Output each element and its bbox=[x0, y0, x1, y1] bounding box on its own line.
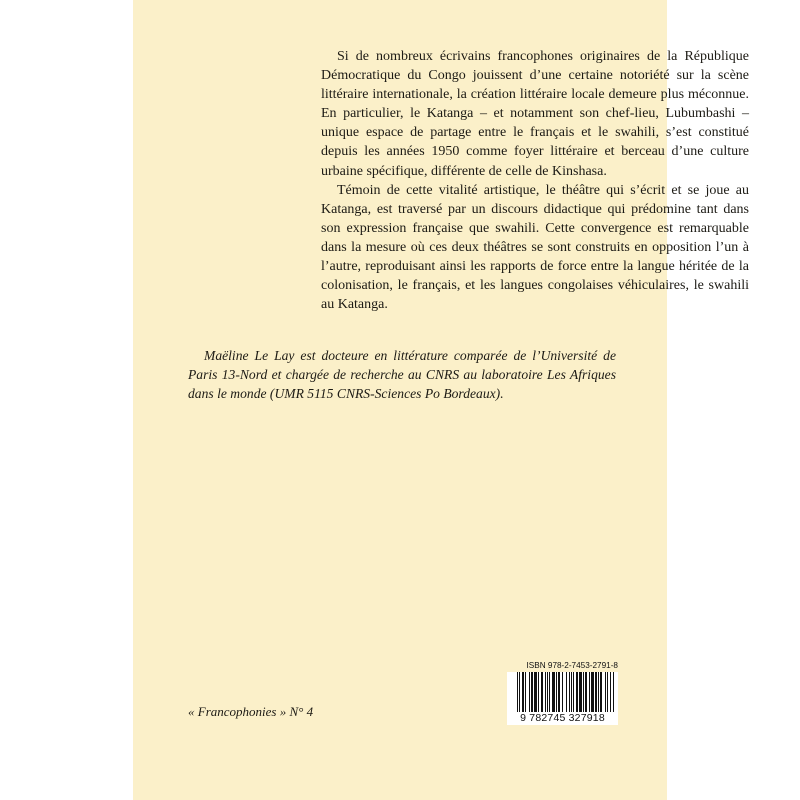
barcode-bar bbox=[569, 672, 570, 712]
barcode-bar bbox=[566, 672, 567, 712]
barcode-bar bbox=[589, 672, 590, 712]
isbn-label: ISBN 978-2-7453-2791-8 bbox=[526, 661, 618, 670]
barcode-icon bbox=[507, 672, 618, 714]
barcode-bar bbox=[607, 672, 608, 712]
barcode-bar bbox=[534, 672, 537, 712]
author-bio-text: Maëline Le Lay est docteure en littérature comparée de l’Université de Paris 13-Nord et chargée de recherche au CNRS au laboratoire Les Afriques dans le monde (UMR 5115 CNRS-Sciences Po Bordeaux). bbox=[188, 348, 616, 402]
series-label: « Francophonies » N° 4 bbox=[188, 704, 314, 719]
barcode-bar bbox=[571, 672, 572, 712]
barcode-bar bbox=[519, 672, 520, 712]
barcode-digits: 9 782745 327918 bbox=[520, 712, 605, 724]
barcode-bar bbox=[576, 672, 578, 712]
barcode-bar bbox=[600, 672, 602, 712]
barcode-bar bbox=[595, 672, 597, 712]
barcode-bar bbox=[573, 672, 574, 712]
blurb-paragraph-1: Si de nombreux écrivains francophones originaires de la République Démocratique du Congo jouissent d’une certaine notoriété sur la scène littéraire internationale, la création littéraire locale demeure plus méconnue. En particulier, le Katanga – et notamment son chef-lieu, Lubumbashi – unique espace de partage entre le français et le swahili, s’est constitué depuis les années 1950 comme foyer littéraire et berceau d’une culture urbaine spécifique, différente de celle de Kinshasa. bbox=[321, 49, 749, 179]
barcode-bar bbox=[579, 672, 582, 712]
barcode-bar bbox=[525, 672, 526, 712]
barcode-bar bbox=[545, 672, 546, 712]
barcode-bar bbox=[549, 672, 550, 712]
barcode-bar bbox=[522, 672, 524, 712]
barcode-bar bbox=[517, 672, 518, 712]
barcode-bar bbox=[583, 672, 584, 712]
barcode-bar bbox=[591, 672, 594, 712]
blurb-paragraph-2: Témoin de cette vitalité artistique, le théâtre qui s’écrit et se joue au Katanga, est traversé par un discours didactique qui prédomine tant dans son expression française que swahili. Cette convergence est remarquable dans la mesure où ces deux théâtres se sont construits en opposition l’un à l’autre, reproduisant ainsi les rapports de force entre la langue héritée de la colonisation, le français, et les langues congolaises véhiculaires, le swahili au Katanga. bbox=[321, 182, 749, 313]
barcode-bar bbox=[531, 672, 533, 712]
barcode-bar bbox=[598, 672, 599, 712]
barcode-bar bbox=[585, 672, 587, 712]
barcode-bar bbox=[552, 672, 555, 712]
barcode-bar bbox=[562, 672, 563, 712]
barcode bbox=[507, 672, 618, 725]
barcode-bar bbox=[529, 672, 530, 712]
barcode-bar bbox=[613, 672, 614, 712]
blurb bbox=[321, 47, 749, 314]
barcode-bar bbox=[541, 672, 543, 712]
author-bio bbox=[188, 346, 616, 404]
barcode-bar bbox=[610, 672, 611, 712]
barcode-bar bbox=[547, 672, 548, 712]
barcode-bar bbox=[558, 672, 560, 712]
isbn-barcode-block bbox=[507, 661, 618, 725]
barcode-bar bbox=[556, 672, 557, 712]
barcode-bar bbox=[538, 672, 539, 712]
barcode-bar bbox=[605, 672, 606, 712]
